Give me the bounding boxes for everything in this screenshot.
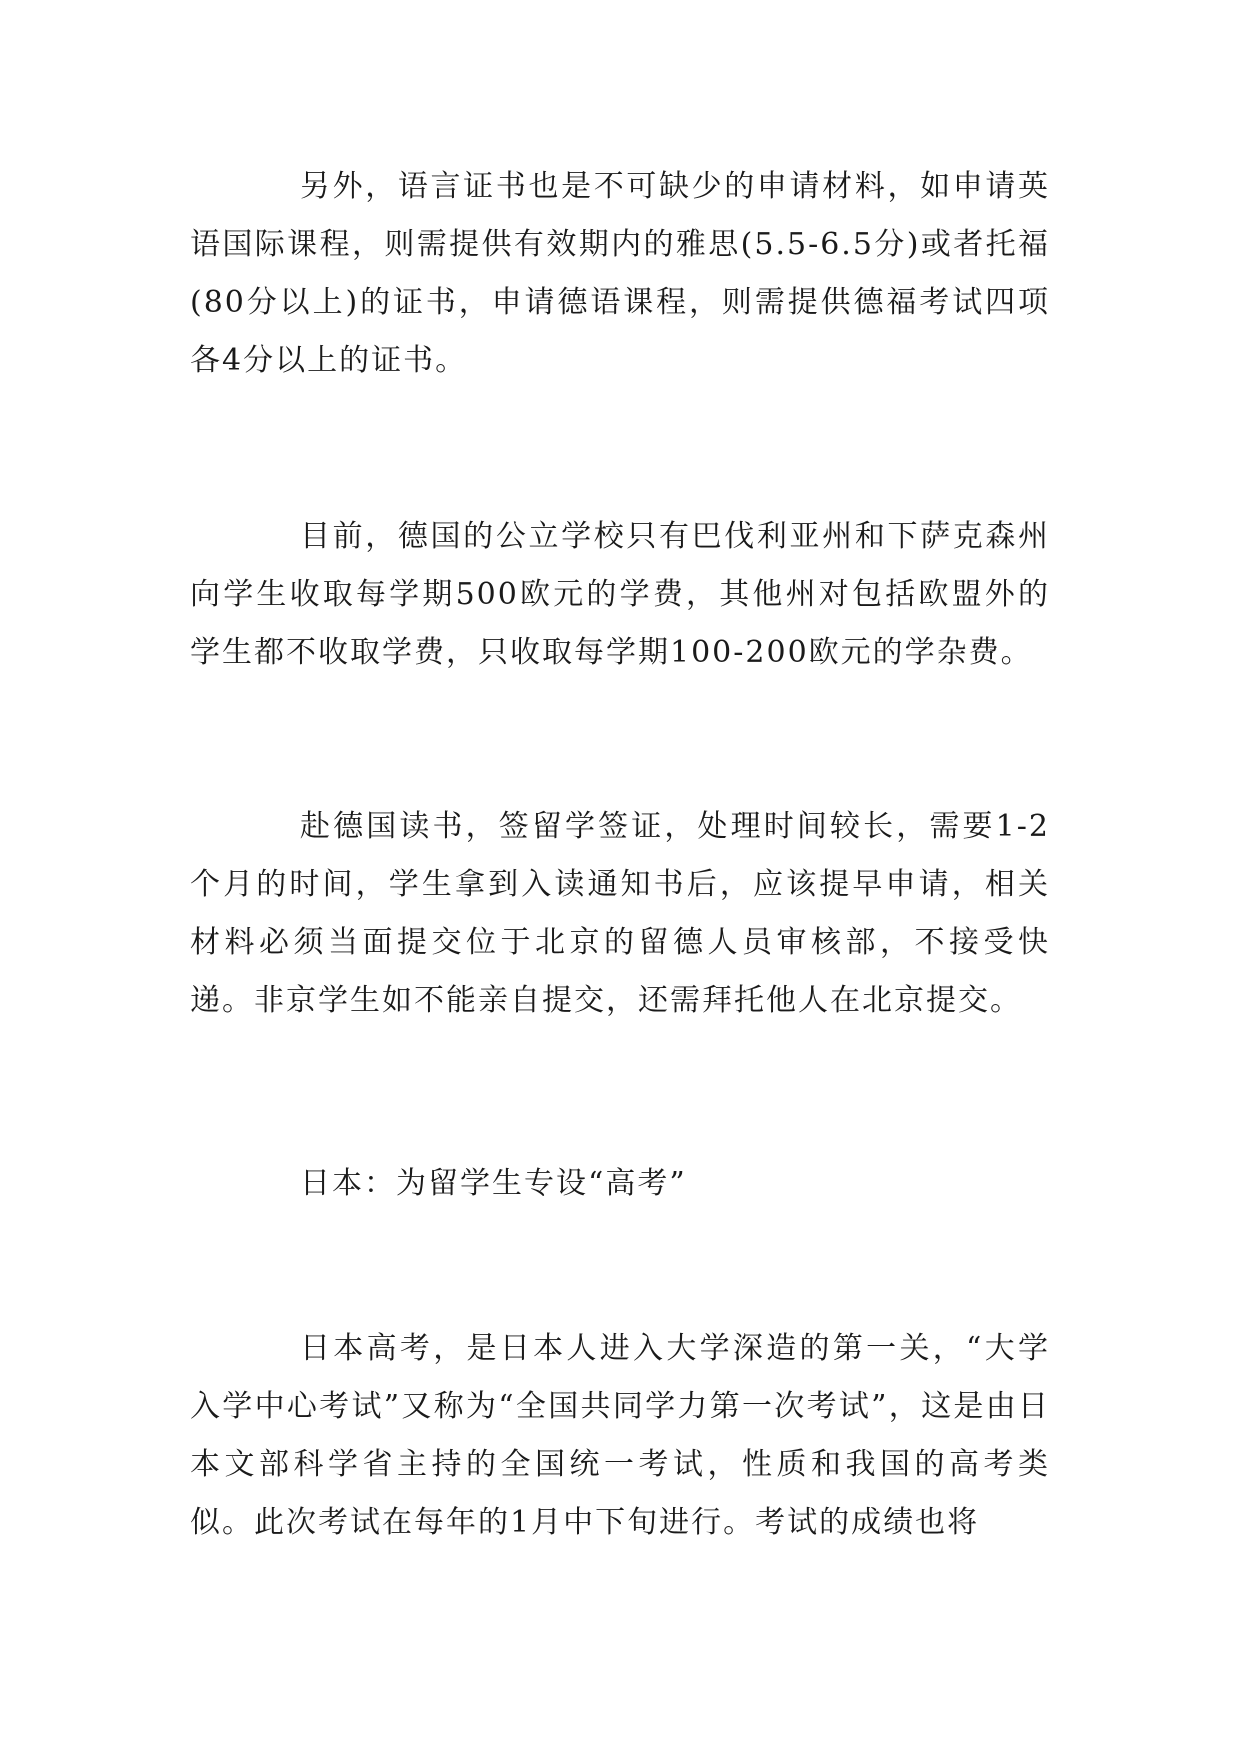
paragraph-tuition-fees: 目前，德国的公立学校只有巴伐利亚州和下萨克森州向学生收取每学期500欧元的学费，其他州对包括欧盟外的学生都不收取学费，只收取每学期100-200欧元的学杂费。 <box>190 519 1050 670</box>
section-heading-japan: 日本：为留学生专设“高考” <box>300 1166 687 1201</box>
paragraph-visa-application: 赴德国读书，签留学签证，处理时间较长，需要1-2个月的时间，学生拿到入读通知书后，应该提早申请，相关材料必须当面提交位于北京的留德人员审核部，不接受快递。非京学生如不能亲自提交，还需拜托他人在北京提交。 <box>190 809 1050 1018</box>
paragraph-language-certificates: 另外，语言证书也是不可缺少的申请材料，如申请英语国际课程，则需提供有效期内的雅思(5.5-6.5分)或者托福(80分以上)的证书，申请德语课程，则需提供德福考试四项各4分以上的证书。 <box>190 169 1050 378</box>
paragraph-japan-entrance-exam: 日本高考，是日本人进入大学深造的第一关，“大学入学中心考试”又称为“全国共同学力第一次考试”，这是由日本文部科学省主持的全国统一考试，性质和我国的高考类似。此次考试在每年的1月中下旬进行。考试的成绩也将 <box>190 1331 1050 1540</box>
